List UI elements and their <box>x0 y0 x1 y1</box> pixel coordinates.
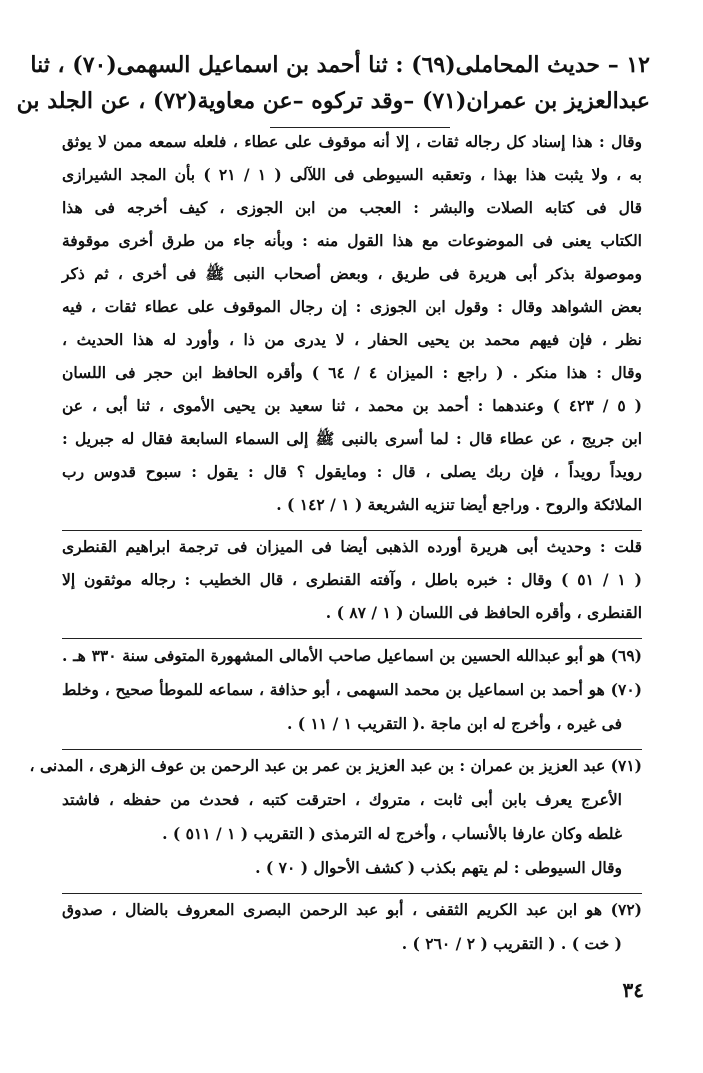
hadith-heading-line-2: عبدالعزيز بن عمران(٧١) –وقد تركوه –عن معاوية(٧٢) ، عن الجلد بن <box>16 88 650 114</box>
note-line: القنطرى ، وأقره الحافظ فى اللسان ( ١ / ٨٧ ) . <box>325 603 642 622</box>
footnote-71-cont: الأعرج يعرف بابن أبى ثابت ، متروك ، احترقت كتبه ، فحدث من حفظه ، فاشتد <box>62 790 622 809</box>
commentary-line: نظر ، فإن فيهم محمد بن يحيى الحفار ، لا يدرى من ذا ، وأورد له هذا الحديث ، <box>62 330 642 349</box>
footnote-72: (٧٢) هو ابن عبد الكريم الثقفى ، أبو عبد الرحمن البصرى المعروف بالضال ، صدوق <box>62 900 642 919</box>
footnote-70: (٧٠) هو أحمد بن اسماعيل بن محمد السهمى ، أبو حذافة ، سماعه للموطأ صحيح ، وخلط <box>62 680 642 699</box>
commentary-line: رويداً رويداً ، فإن ربك يصلى ، قال : ومايقول ؟ قال : يقول : سبوح قدوس رب <box>62 462 642 481</box>
page-number: ٣٤ <box>622 978 644 1002</box>
commentary-line: ( ٥ / ٤٢٣ ) وعندهما : أحمد بن محمد ، ثنا سعيد بن يحيى الأموى ، ثنا أبى ، عن <box>62 396 642 415</box>
note-line: ( ١ / ٥١ ) وقال : خبره باطل ، وآفته القنطرى ، قال الخطيب : رجاله موثقون إلا <box>62 570 642 589</box>
commentary-line: الملائكة والروح . وراجع أيضا تنزيه الشريعة ( ١ / ١٤٢ ) . <box>276 495 642 514</box>
commentary-line: وقال : هذا منكر . ( راجع : الميزان ٤ / ٦٤ ) وأقره الحافظ ابن حجر فى اللسان <box>62 363 642 382</box>
commentary-line: بعض الشواهد وقال : وقول ابن الجوزى : إن رجال الموقوف على عطاء ثقات ، فيه <box>62 297 642 316</box>
footnote-71-cont: غلطه وكان عارفا بالأنساب ، وأخرج له الترمذى ( التقريب ( ١ / ٥١١ ) . <box>162 824 622 843</box>
footnote-divider <box>62 893 642 894</box>
footnote-72-cont: ( خت ) . ( التقريب ( ٢ / ٢٦٠ ) . <box>401 934 622 953</box>
footnote-divider <box>62 749 642 750</box>
commentary-line: قال فى كتابه الصلات والبشر : العجب من ابن الجوزى ، كيف أخرجه فى هذا <box>62 198 642 217</box>
commentary-line: وموصولة بذكر أبى هريرة فى طريق ، وبعض أصحاب النبى ﷺ فى أخرى ، ثم ذكر <box>62 264 642 283</box>
footnote-71-cont: وقال السيوطى : لم يتهم بكذب ( كشف الأحوال ( ٧٠ ) . <box>255 858 622 877</box>
section-divider <box>62 530 642 531</box>
hadith-heading-line-1: ١٢ – حديث المحاملى(٦٩) : ثنا أحمد بن اسماعيل السهمى(٧٠) ، ثنا <box>30 52 650 78</box>
footnote-70-cont: فى غيره ، وأخرج له ابن ماجة .( التقريب ١ / ١١ ) . <box>286 714 622 733</box>
footnote-divider <box>62 638 642 639</box>
commentary-line: به ، ولا يثبت هذا بهذا ، وتعقبه السيوطى فى اللآلى ( ١ / ٢١ ) بأن المجد الشيرازى <box>62 165 642 184</box>
commentary-line: وقال : هذا إسناد كل رجاله ثقات ، إلا أنه موقوف على عطاء ، فلعله سمعه ممن لا يوثق <box>62 132 642 151</box>
commentary-line: الكتاب يعنى فى الموضوعات مع هذا القول منه : وبأنه جاء من طرق أخرى موقوفة <box>62 231 642 250</box>
footnote-71: (٧١) عبد العزيز بن عمران : بن عبد العزيز بن عمر بن عبد الرحمن بن عوف الزهرى ، المدنى ، <box>29 756 642 775</box>
note-line: قلت : وحديث أبى هريرة أورده الذهبى أيضا فى الميزان فى ترجمة ابراهيم القنطرى <box>62 537 642 556</box>
heading-underline <box>270 127 450 128</box>
footnote-69: (٦٩) هو أبو عبدالله الحسين بن اسماعيل صاحب الأمالى المشهورة المتوفى سنة ٣٣٠ هـ . <box>62 646 643 665</box>
commentary-line: ابن جريج ، عن عطاء قال : لما أسرى بالنبى ﷺ إلى السماء السابعة فقال له جبريل : <box>62 429 642 448</box>
